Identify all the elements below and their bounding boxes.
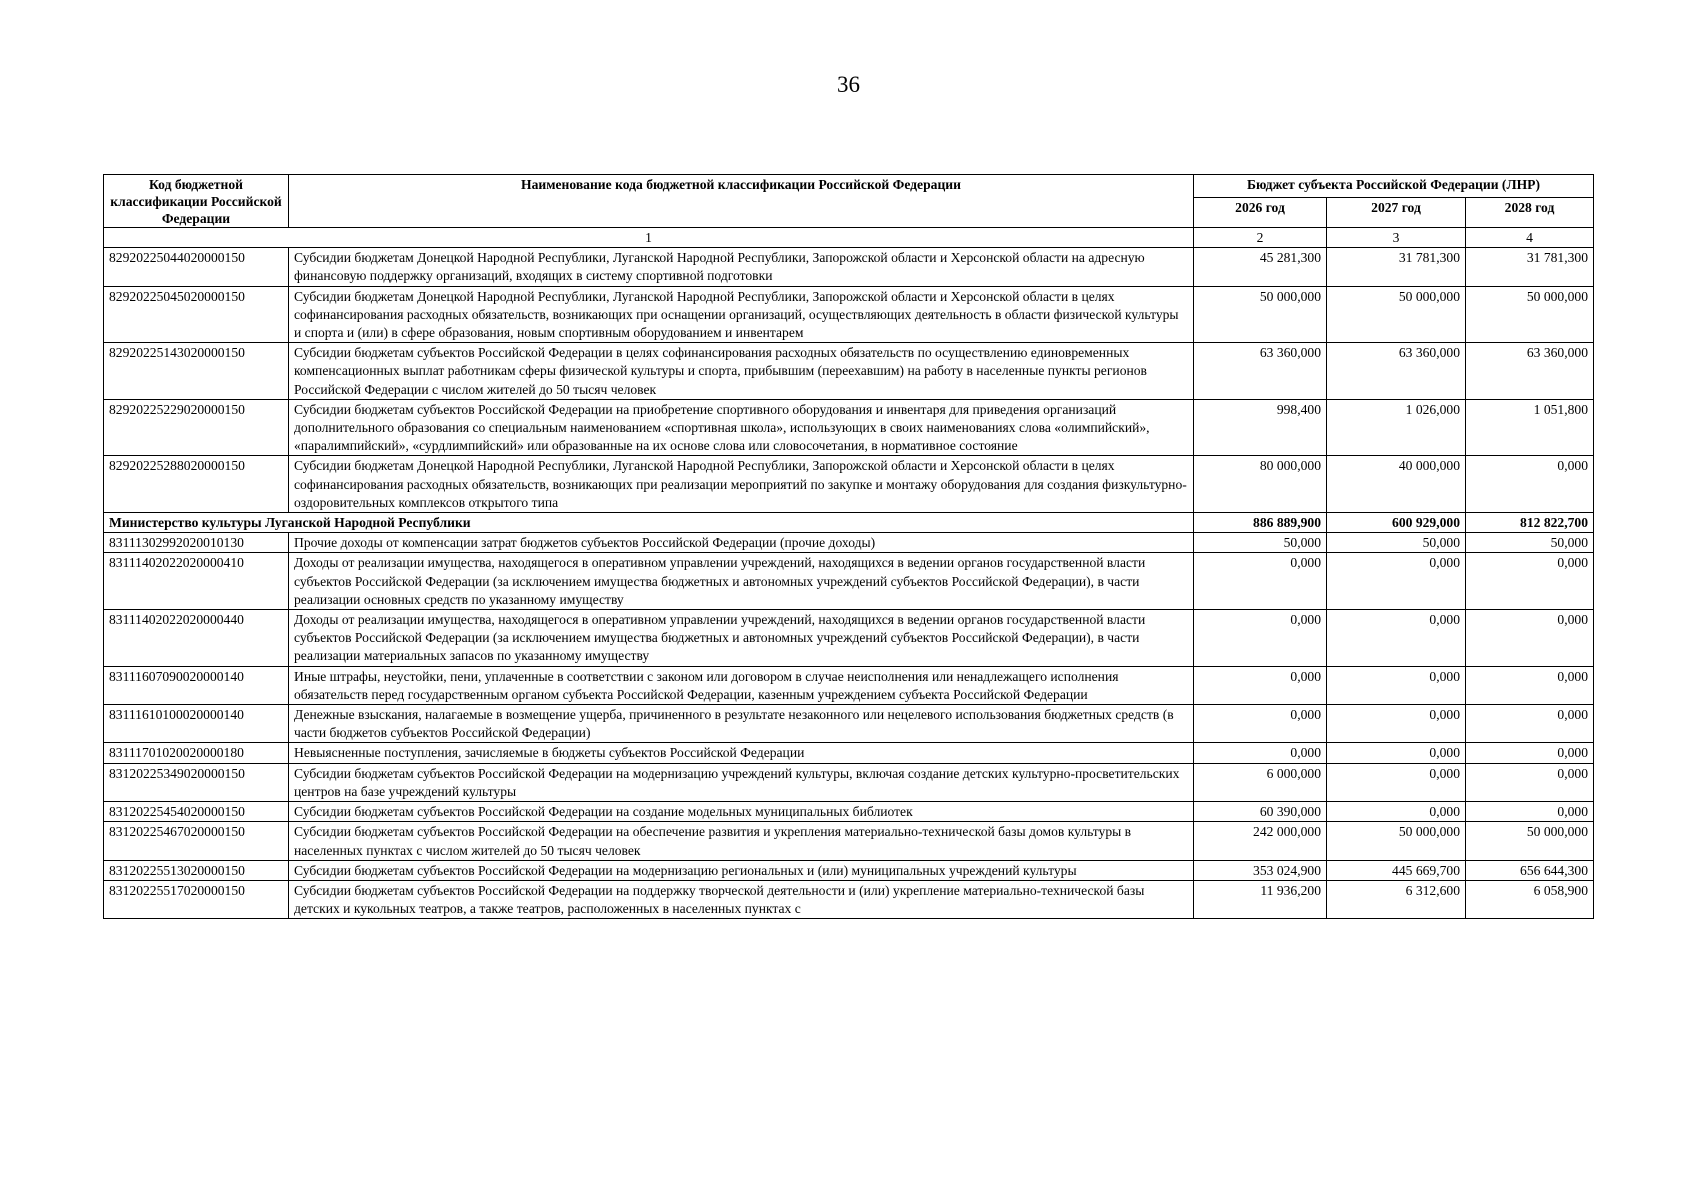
budget-code: 82920225229020000150: [104, 399, 289, 456]
budget-code-name: Субсидии бюджетам субъектов Российской Федерации на обеспечение развития и укрепления материально-технической базы домов культуры в населенных пунктах с числом жителей до 50 тысяч человек: [289, 822, 1194, 860]
value-2026: 0,000: [1194, 553, 1327, 610]
budget-classification-table: [103, 174, 1594, 919]
value-2026: 80 000,000: [1194, 456, 1327, 513]
budget-code: 83111302992020010130: [104, 533, 289, 553]
table-row: [104, 399, 1594, 456]
value-2026: 11 936,200: [1194, 880, 1327, 918]
header-name-column: Наименование кода бюджетной классификации Российской Федерации: [289, 175, 1194, 228]
value-2026: 0,000: [1194, 666, 1327, 704]
header-year-2028: 2028 год: [1466, 198, 1594, 228]
budget-code: 83120225454020000150: [104, 802, 289, 822]
page-number: 36: [837, 72, 860, 97]
budget-code: 83111402022020000440: [104, 610, 289, 667]
value-2027: 0,000: [1327, 705, 1466, 743]
value-2028: 0,000: [1466, 456, 1594, 513]
table-row: [104, 286, 1594, 343]
value-2026: 886 889,900: [1194, 513, 1327, 533]
table-row: [104, 802, 1594, 822]
header-budget-column: Бюджет субъекта Российской Федерации (ЛНР): [1194, 175, 1594, 198]
header-year-2027: 2027 год: [1327, 198, 1466, 228]
budget-code: 83111701020020000180: [104, 743, 289, 763]
header-year-2026: 2026 год: [1194, 198, 1327, 228]
value-2026: 60 390,000: [1194, 802, 1327, 822]
table-row: [104, 533, 1594, 553]
value-2028: 1 051,800: [1466, 399, 1594, 456]
value-2027: 445 669,700: [1327, 860, 1466, 880]
budget-code: 82920225045020000150: [104, 286, 289, 343]
budget-code: 82920225143020000150: [104, 343, 289, 400]
value-2027: 50 000,000: [1327, 822, 1466, 860]
budget-code: 83120225513020000150: [104, 860, 289, 880]
value-2027: 6 312,600: [1327, 880, 1466, 918]
budget-code-name: Субсидии бюджетам Донецкой Народной Республики, Луганской Народной Республики, Запорожской области и Херсонской области в целях софинансирования расходных обязательств, возникающих при реализации мероприятий по закупке и монтажу оборудования для создания физкультурно-оздоровительных комплексов открытого типа: [289, 456, 1194, 513]
value-2026: 998,400: [1194, 399, 1327, 456]
budget-code-name: Доходы от реализации имущества, находящегося в оперативном управлении учреждений, находящихся в ведении органов государственной власти субъектов Российской Федерации (за исключением имущества бюджетных и автономных учреждений субъектов Российской Федерации), в части реализации основных средств по указанному имуществу: [289, 553, 1194, 610]
budget-code-name: Субсидии бюджетам субъектов Российской Федерации в целях софинансирования расходных обязательств по осуществлению единовременных компенсационных выплат работникам сферы физической культуры и спорта, прибывшим (переехавшим) на работу в населенные пункты регионов Российской Федерации с числом жителей до 50 тысяч человек: [289, 343, 1194, 400]
value-2026: 353 024,900: [1194, 860, 1327, 880]
budget-code-name: Субсидии бюджетам Донецкой Народной Республики, Луганской Народной Республики, Запорожской области и Херсонской области в целях софинансирования расходных обязательств, возникающих при оснащении организаций, осуществляющих деятельность в области физической культуры и спорта и (или) в сфере образования, новым спортивным оборудованием и инвентарем: [289, 286, 1194, 343]
value-2027: 1 026,000: [1327, 399, 1466, 456]
table-row: [104, 880, 1594, 918]
value-2026: 0,000: [1194, 743, 1327, 763]
value-2028: 0,000: [1466, 705, 1594, 743]
budget-code-name: Иные штрафы, неустойки, пени, уплаченные в соответствии с законом или договором в случае неисполнения или ненадлежащего исполнения обязательств перед государственным органом субъекта Российской Федерации, казенным учреждением субъекта Российской Федерации: [289, 666, 1194, 704]
value-2028: 0,000: [1466, 743, 1594, 763]
table-row: [104, 763, 1594, 801]
value-2028: 63 360,000: [1466, 343, 1594, 400]
value-2027: 0,000: [1327, 610, 1466, 667]
value-2028: 812 822,700: [1466, 513, 1594, 533]
budget-code: 83120225349020000150: [104, 763, 289, 801]
table-row: [104, 456, 1594, 513]
table-row: [104, 553, 1594, 610]
value-2028: 50 000,000: [1466, 822, 1594, 860]
value-2027: 0,000: [1327, 802, 1466, 822]
value-2028: 0,000: [1466, 666, 1594, 704]
value-2028: 31 781,300: [1466, 248, 1594, 286]
budget-code: 83120225467020000150: [104, 822, 289, 860]
value-2027: 600 929,000: [1327, 513, 1466, 533]
value-2027: 0,000: [1327, 743, 1466, 763]
budget-code-name: Субсидии бюджетам субъектов Российской Федерации на приобретение спортивного оборудования и инвентаря для приведения организаций дополнительного образования со специальным наименованием «спортивная школа», использующих в своих наименованиях слова «олимпийский», «паралимпийский», «сурдлимпийский» или образованные на их основе слова или словосочетания, в нормативное состояние: [289, 399, 1194, 456]
budget-code-name: Денежные взыскания, налагаемые в возмещение ущерба, причиненного в результате незаконного или нецелевого использования бюджетных средств (в части бюджетов субъектов Российской Федерации): [289, 705, 1194, 743]
value-2027: 50,000: [1327, 533, 1466, 553]
budget-code-name: Субсидии бюджетам субъектов Российской Федерации на модернизацию региональных и (или) муниципальных учреждений культуры: [289, 860, 1194, 880]
value-2027: 0,000: [1327, 666, 1466, 704]
value-2026: 50 000,000: [1194, 286, 1327, 343]
budget-code-name: Доходы от реализации имущества, находящегося в оперативном управлении учреждений, находящихся в ведении органов государственной власти субъектов Российской Федерации (за исключением имущества бюджетных и автономных учреждений субъектов Российской Федерации), в части реализации материальных запасов по указанному имуществу: [289, 610, 1194, 667]
value-2028: 0,000: [1466, 610, 1594, 667]
value-2026: 6 000,000: [1194, 763, 1327, 801]
column-number: 2: [1194, 228, 1327, 248]
budget-code-name: Невыясненные поступления, зачисляемые в бюджеты субъектов Российской Федерации: [289, 743, 1194, 763]
section-row: [104, 513, 1594, 533]
table-row: [104, 860, 1594, 880]
value-2028: 6 058,900: [1466, 880, 1594, 918]
value-2027: 50 000,000: [1327, 286, 1466, 343]
value-2027: 63 360,000: [1327, 343, 1466, 400]
budget-code-name: Субсидии бюджетам Донецкой Народной Республики, Луганской Народной Республики, Запорожской области и Херсонской области на адресную финансовую поддержку организаций, входящих в систему спортивной подготовки: [289, 248, 1194, 286]
budget-code: 83111610100020000140: [104, 705, 289, 743]
budget-code-name: Субсидии бюджетам субъектов Российской Федерации на создание модельных муниципальных библиотек: [289, 802, 1194, 822]
table-row: [104, 822, 1594, 860]
budget-code: 83111402022020000410: [104, 553, 289, 610]
value-2028: 50 000,000: [1466, 286, 1594, 343]
value-2027: 0,000: [1327, 553, 1466, 610]
table-row: [104, 743, 1594, 763]
header-code-column: Код бюджетной классификации Российской Федерации: [104, 175, 289, 228]
value-2026: 45 281,300: [1194, 248, 1327, 286]
value-2027: 31 781,300: [1327, 248, 1466, 286]
budget-code: 83111607090020000140: [104, 666, 289, 704]
column-number: 1: [104, 228, 1194, 248]
column-number: 4: [1466, 228, 1594, 248]
value-2026: 0,000: [1194, 705, 1327, 743]
section-title: Министерство культуры Луганской Народной Республики: [104, 513, 1194, 533]
value-2026: 242 000,000: [1194, 822, 1327, 860]
table-row: [104, 666, 1594, 704]
budget-code: 82920225044020000150: [104, 248, 289, 286]
table-row: [104, 343, 1594, 400]
budget-code: 83120225517020000150: [104, 880, 289, 918]
value-2026: 63 360,000: [1194, 343, 1327, 400]
value-2027: 40 000,000: [1327, 456, 1466, 513]
table-row: [104, 610, 1594, 667]
budget-code-name: Субсидии бюджетам субъектов Российской Федерации на модернизацию учреждений культуры, включая создание детских культурно-просветительских центров на базе учреждений культуры: [289, 763, 1194, 801]
value-2028: 0,000: [1466, 763, 1594, 801]
budget-code: 82920225288020000150: [104, 456, 289, 513]
table-row: [104, 248, 1594, 286]
value-2026: 0,000: [1194, 610, 1327, 667]
value-2028: 0,000: [1466, 802, 1594, 822]
budget-code-name: Прочие доходы от компенсации затрат бюджетов субъектов Российской Федерации (прочие доходы): [289, 533, 1194, 553]
value-2028: 0,000: [1466, 553, 1594, 610]
value-2028: 656 644,300: [1466, 860, 1594, 880]
budget-code-name: Субсидии бюджетам субъектов Российской Федерации на поддержку творческой деятельности и (или) укрепление материально-технической базы детских и кукольных театров, а также театров, расположенных в населенных пунктах с: [289, 880, 1194, 918]
value-2028: 50,000: [1466, 533, 1594, 553]
table-body: [104, 248, 1594, 919]
value-2027: 0,000: [1327, 763, 1466, 801]
column-number: 3: [1327, 228, 1466, 248]
value-2026: 50,000: [1194, 533, 1327, 553]
table-row: [104, 705, 1594, 743]
